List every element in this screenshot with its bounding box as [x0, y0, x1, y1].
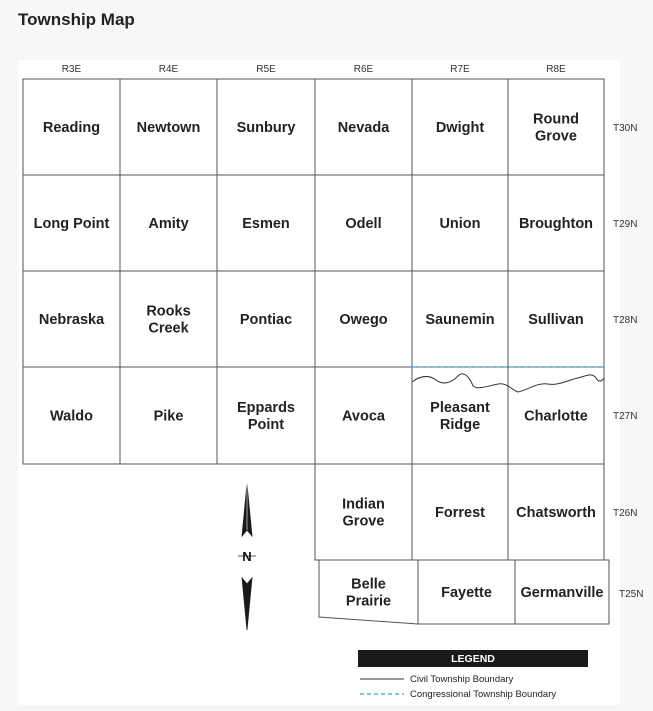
- township-label-nebraska: Nebraska: [38, 312, 105, 328]
- range-label-r6e: R6E: [353, 64, 374, 75]
- township-label-union: Union: [439, 216, 481, 232]
- township-label-forrest: Forrest: [435, 505, 485, 521]
- township-label-t28n: T28N: [613, 315, 638, 326]
- township-label-odell: Odell: [345, 216, 382, 232]
- range-label-r4e: R4E: [158, 64, 179, 75]
- township-label-nevada: Nevada: [337, 120, 390, 136]
- township-label-chatsworth: Chatsworth: [516, 505, 596, 521]
- range-label-r5e: R5E: [256, 64, 276, 75]
- township-label-indian-grove: Indian Grove: [342, 496, 385, 530]
- township-label-fayette: Fayette: [441, 585, 492, 601]
- legend-civil-label: Civil Township Boundary: [410, 674, 514, 685]
- township-label-germanville: Germanville: [520, 585, 604, 601]
- page-title: Township Map: [18, 10, 135, 29]
- township-label-dwight: Dwight: [435, 120, 485, 136]
- map-canvas: [18, 60, 644, 705]
- township-label-t29n: T29N: [613, 219, 638, 230]
- legend: [358, 650, 588, 700]
- township-label-pike: Pike: [153, 408, 184, 425]
- township-label-t26n: T26N: [613, 508, 638, 519]
- township-label-owego: Owego: [339, 312, 388, 328]
- township-label-t30n: T30N: [613, 123, 638, 134]
- township-label-reading: Reading: [42, 120, 101, 136]
- township-label-sunbury: Sunbury: [236, 120, 296, 136]
- township-map: [18, 60, 644, 705]
- township-label-pontiac: Pontiac: [239, 312, 293, 328]
- township-label-saunemin: Saunemin: [425, 312, 495, 328]
- township-label-amity: Amity: [148, 216, 189, 232]
- township-label-sullivan: Sullivan: [528, 312, 584, 328]
- township-label-pleasant-ridge: Pleasant Ridge: [430, 400, 490, 433]
- township-label-long-point: Long Point: [33, 216, 110, 232]
- township-label-newtown: Newtown: [136, 120, 201, 136]
- range-label-r3e: R3E: [61, 64, 82, 75]
- range-label-r7e: R7E: [450, 64, 470, 75]
- township-label-belle-prairie: Belle Prairie: [345, 576, 392, 610]
- township-label-round-grove: Round Grove: [533, 111, 579, 145]
- township-label-t25n: T25N: [619, 589, 644, 600]
- north-arrow-label: N: [242, 549, 252, 564]
- township-label-avoca: Avoca: [342, 408, 385, 425]
- township-label-eppards-point: Eppards Point: [236, 400, 296, 433]
- legend-title: LEGEND: [451, 653, 495, 665]
- township-label-broughton: Broughton: [518, 216, 594, 232]
- township-label-charlotte: Charlotte: [524, 408, 588, 425]
- legend-congressional-label: Congressional Township Boundary: [410, 689, 557, 700]
- township-label-t27n: T27N: [613, 411, 638, 422]
- township-label-waldo: Waldo: [50, 408, 93, 425]
- township-label-rooks-creek: Rooks Creek: [146, 303, 191, 337]
- township-label-esmen: Esmen: [242, 216, 290, 232]
- range-label-r8e: R8E: [546, 64, 566, 75]
